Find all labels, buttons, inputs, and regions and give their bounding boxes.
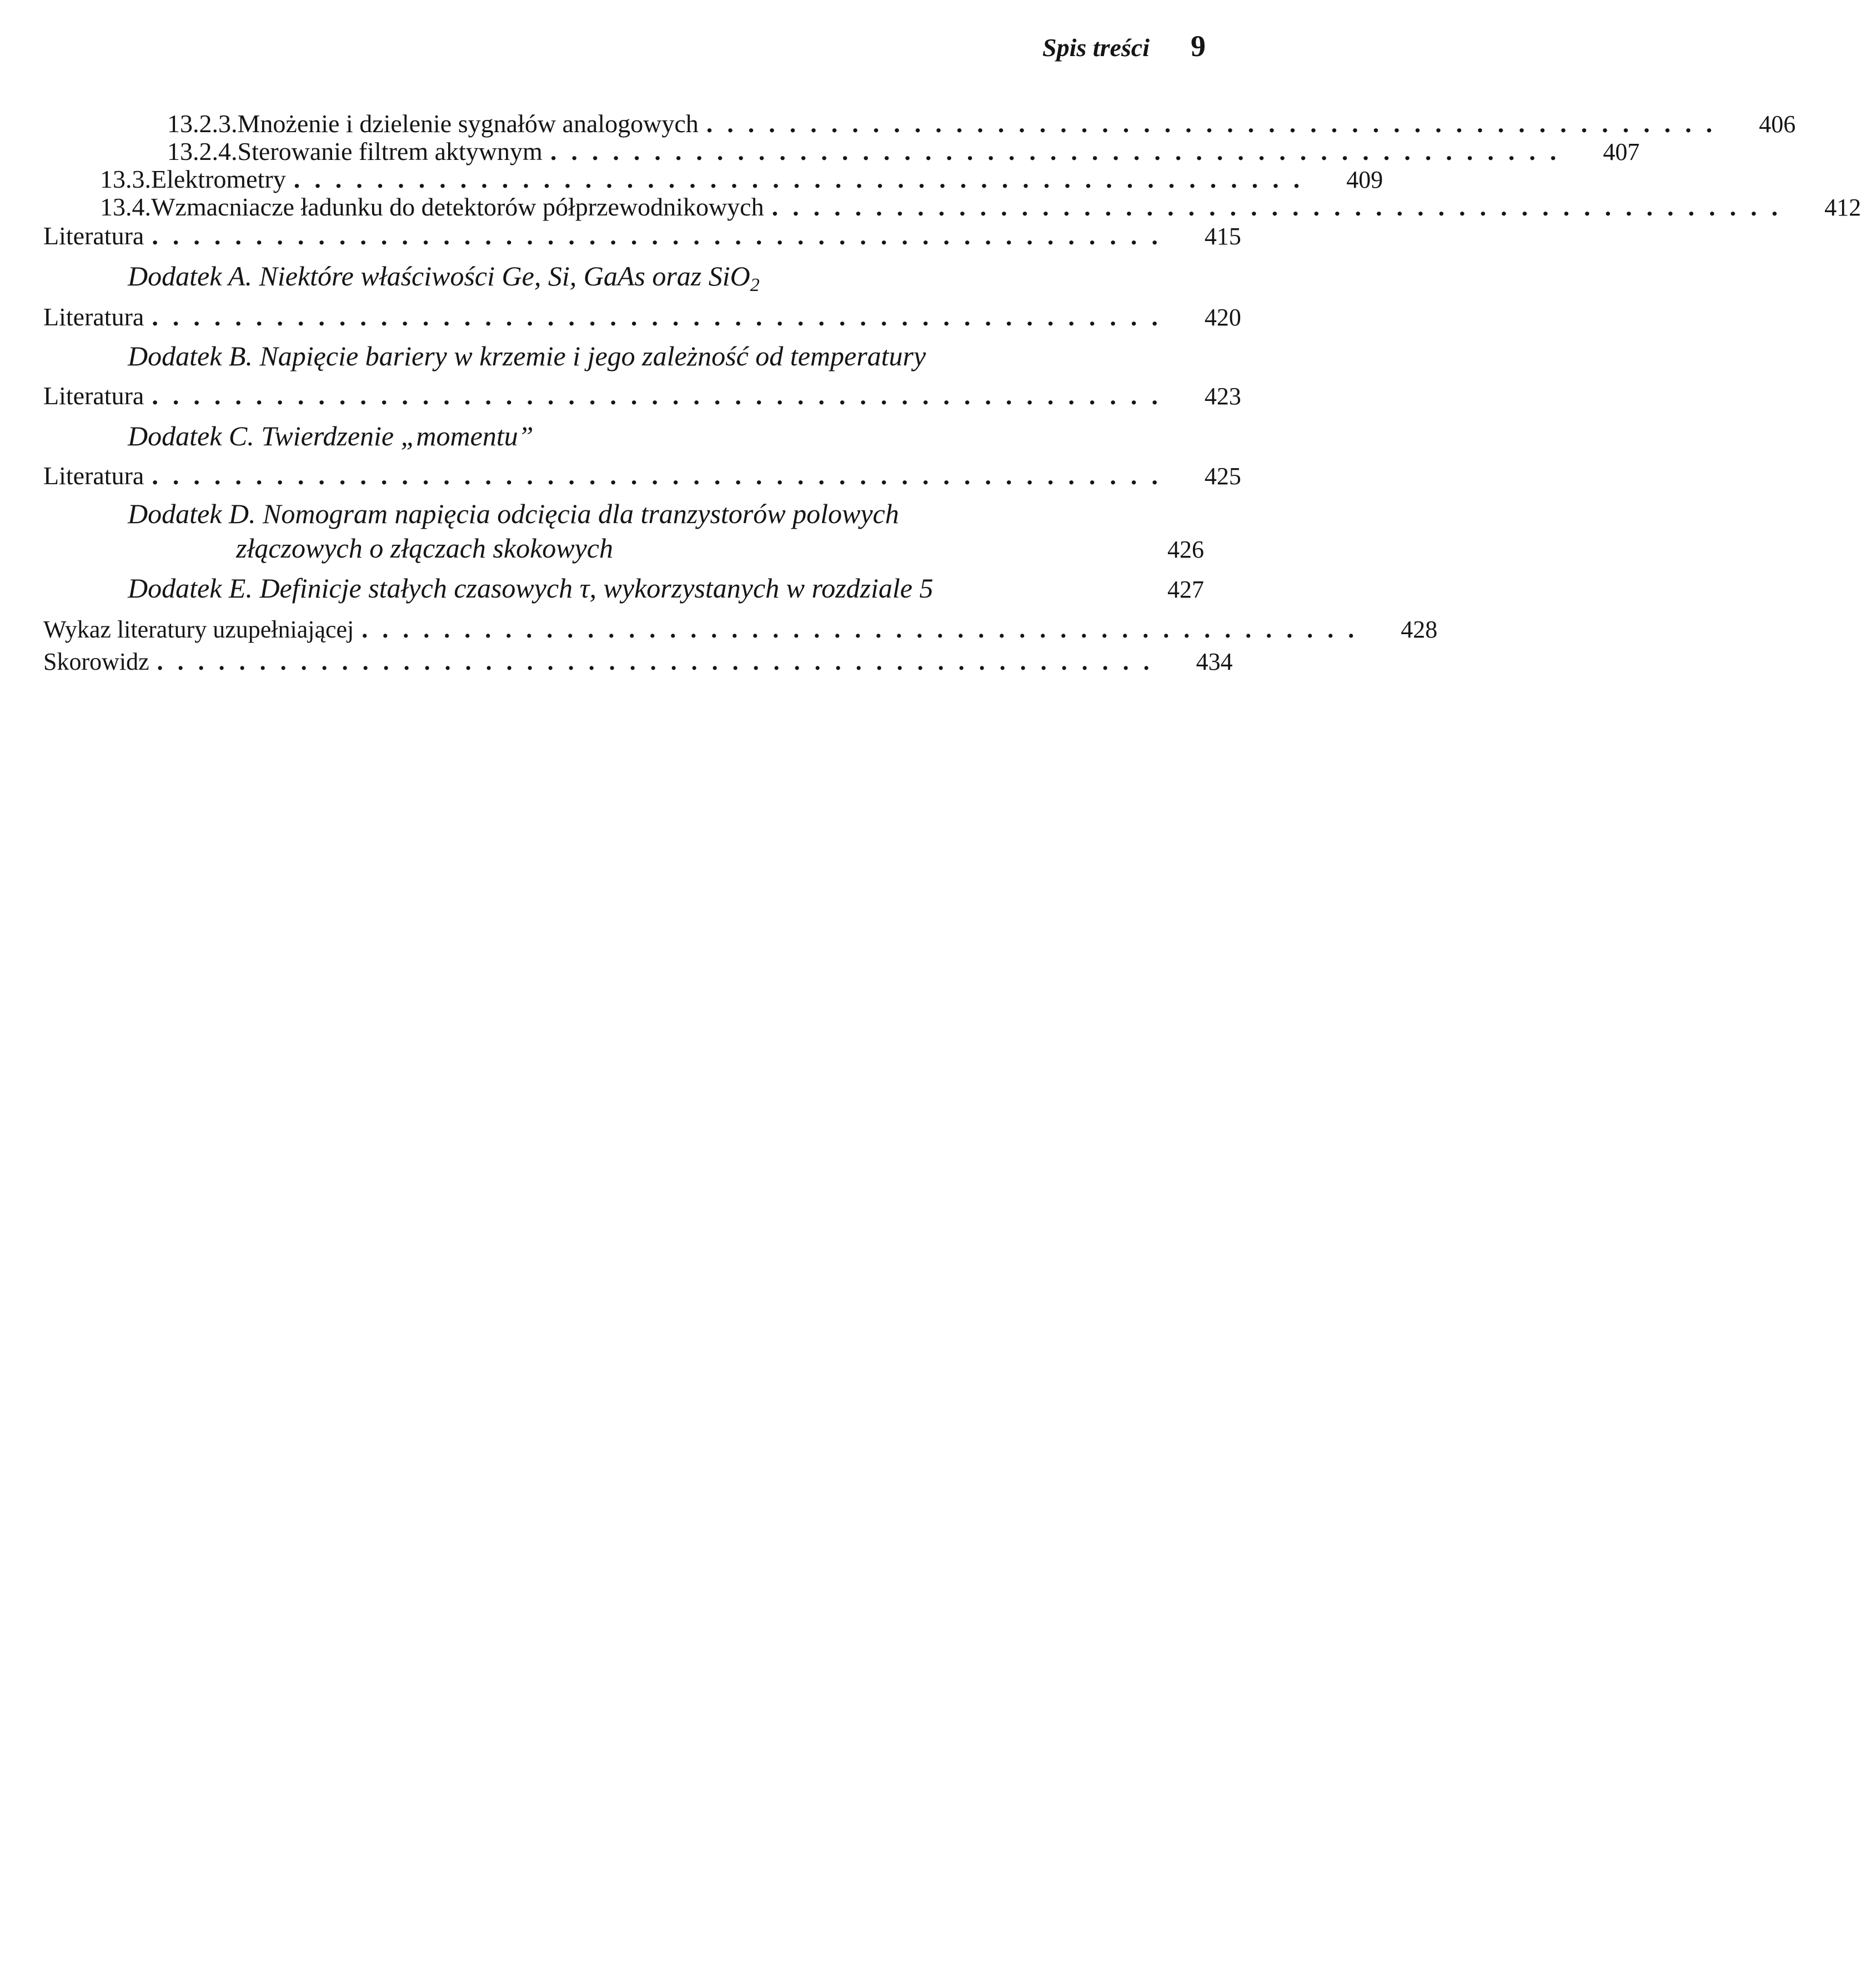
toc-entry-title: Wzmacniacze ładunku do detektorów półprzewodnikowych: [151, 193, 764, 221]
toc-entry-page: 420: [1204, 304, 1241, 331]
toc-entry-number: 13.2.4.: [167, 137, 238, 165]
appendix-page: 427: [1167, 576, 1204, 603]
appendix-title: Napięcie bariery w krzemie i jego zależność od temperatury: [259, 340, 926, 372]
appendix-title-subscript: 2: [750, 275, 760, 295]
toc-entry-title: Literatura: [43, 222, 144, 250]
toc-entry-title: Literatura: [43, 303, 144, 331]
page-number: 9: [1191, 29, 1206, 63]
dot-leader: .................................................: [706, 109, 1727, 138]
appendix-title: Definicje stałych czasowych τ, wykorzystanych w rozdziale 5: [259, 573, 934, 604]
toc-entry-page: 425: [1204, 463, 1241, 490]
toc-entry-13-3[interactable]: [43, 165, 1383, 193]
appendix-label: Dodatek A.: [128, 260, 253, 292]
toc-entry-title: Literatura: [43, 381, 144, 410]
toc-entry-page: 415: [1204, 223, 1241, 250]
toc-entry-literatura[interactable]: [43, 381, 1241, 410]
toc-entry-page: 423: [1204, 383, 1241, 410]
toc-entry-title: Mnożenie i dzielenie sygnałów analogowych: [237, 109, 699, 138]
appendix-title: Nomogram napięcia odcięcia dla tranzystorów polowych: [263, 498, 899, 529]
toc-appendix-e[interactable]: [128, 574, 1204, 602]
toc-entry-page: 406: [1759, 111, 1796, 138]
toc-entry-title: Elektrometry: [151, 165, 286, 193]
appendix-title: Twierdzenie „momentu”: [261, 420, 534, 451]
toc-entry-page: 409: [1346, 166, 1383, 193]
toc-entry-number: 13.3.: [100, 165, 151, 193]
appendix-label: Dodatek E.: [128, 573, 253, 604]
toc-entry-literatura[interactable]: [43, 461, 1241, 490]
dot-leader: .................................................: [152, 381, 1172, 410]
appendix-title-continuation: złączowych o złączach skokowych: [236, 533, 614, 564]
toc-appendix-c[interactable]: [128, 422, 1204, 450]
running-title: Spis treści: [1042, 33, 1150, 62]
dot-leader: .................................................: [550, 137, 1571, 165]
appendix-label: Dodatek D.: [128, 498, 256, 529]
toc-entry-number: 13.2.3.: [167, 109, 238, 138]
toc-entry-literatura[interactable]: [43, 222, 1241, 250]
toc-entry-page: 412: [1824, 194, 1861, 221]
toc-appendix-d[interactable]: [128, 500, 1204, 562]
running-head: [1042, 29, 1206, 63]
appendix-label: Dodatek B.: [128, 340, 253, 372]
toc-appendix-b[interactable]: [128, 342, 1204, 370]
toc-entry-13-4[interactable]: [43, 193, 1861, 221]
toc-entry-title: Wykaz literatury uzupełniającej: [43, 616, 354, 643]
toc-entry-number: 13.4.: [100, 193, 151, 221]
dot-leader: .................................................: [152, 222, 1172, 250]
toc-entry-page: 407: [1603, 138, 1640, 165]
appendix-label: Dodatek C.: [128, 420, 254, 451]
toc-entry-skorowidz[interactable]: [43, 648, 1233, 675]
dot-leader: .................................................: [362, 616, 1369, 643]
toc-entry-literatura[interactable]: [43, 303, 1241, 331]
toc-entry-wykaz-literatury[interactable]: [43, 616, 1438, 643]
toc-appendix-a[interactable]: [128, 262, 1204, 295]
toc-entry-page: 428: [1401, 616, 1438, 643]
dot-leader: .................................................: [293, 165, 1315, 193]
dot-leader: .................................................: [152, 303, 1172, 331]
appendix-title: Niektóre właściwości Ge, Si, GaAs oraz SiO: [259, 260, 750, 292]
toc-entry-title: Literatura: [43, 461, 144, 490]
dot-leader: .................................................: [771, 193, 1793, 221]
toc-entry-title: Sterowanie filtrem aktywnym: [237, 137, 543, 165]
dot-leader: .................................................: [157, 648, 1164, 675]
toc-entry-13-2-3[interactable]: [43, 109, 1796, 138]
toc-entry-13-2-4[interactable]: [43, 137, 1640, 165]
toc-entry-page: 434: [1196, 648, 1233, 675]
appendix-page: 426: [1167, 536, 1204, 563]
toc-entry-title: Skorowidz: [43, 648, 149, 675]
dot-leader: .................................................: [152, 461, 1172, 490]
